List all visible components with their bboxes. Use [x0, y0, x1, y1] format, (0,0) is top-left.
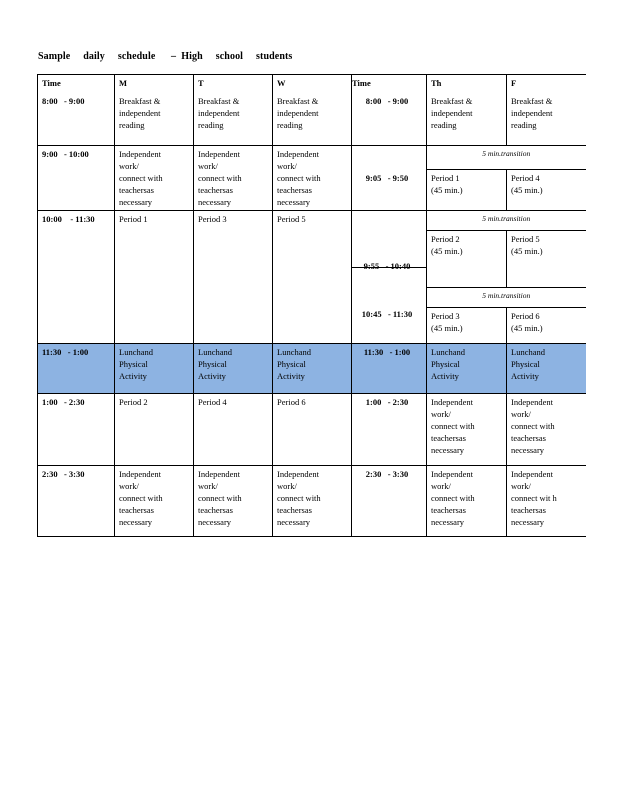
time-label: 11:30 - 1:00	[42, 347, 89, 357]
activity-text: Period 5	[277, 214, 306, 224]
activity-text: Lunchand Physical Activity	[511, 347, 545, 381]
cell-wednesday	[273, 466, 352, 537]
activity-text: Independent work/ connect with teachersas necessary	[119, 469, 163, 527]
cell-time-right	[352, 394, 427, 466]
activity-text: Period 2 (45 min.)	[431, 234, 463, 256]
page-title: Sample daily schedule – High school students	[38, 51, 293, 62]
activity-text: Independent work/ connect with teachersas necessary	[277, 469, 321, 527]
activity-text: Breakfast & independent reading	[277, 96, 319, 130]
cell-thursday	[427, 308, 507, 344]
cell-time-left	[38, 211, 115, 344]
table-row-lunch	[38, 344, 586, 394]
activity-text: Independent work/ connect with teachersas necessary	[431, 397, 475, 455]
activity-text: Lunchand Physical Activity	[119, 347, 153, 381]
activity-text: Period 4 (45 min.)	[511, 173, 543, 196]
cell-monday	[115, 466, 194, 537]
transition-cell	[427, 211, 586, 231]
activity-text: Breakfast & independent reading	[119, 96, 161, 130]
activity-text: Independent work/ connect wit h teachersas necessary	[511, 469, 557, 527]
cell-tuesday	[194, 344, 273, 394]
cell-tuesday	[194, 211, 273, 344]
activity-text: Period 6 (45 min.)	[511, 311, 543, 333]
transition-text: 5 min.transition	[482, 291, 531, 300]
cell-thursday	[427, 75, 507, 146]
header-thursday: Th	[431, 78, 442, 88]
activity-text: Lunchand Physical Activity	[277, 347, 311, 381]
header-wednesday: W	[277, 78, 286, 88]
cell-time-left	[38, 466, 115, 537]
cell-wednesday	[273, 344, 352, 394]
activity-text: Independent work/ connect with teachersas necessary	[511, 397, 555, 455]
activity-text: Period 1	[119, 214, 148, 224]
activity-text: Period 3	[198, 214, 227, 224]
time-label: 9:05 - 9:50	[365, 173, 409, 183]
activity-text: Period 6	[277, 397, 306, 407]
transition-text: 5 min.transition	[482, 214, 531, 223]
cell-tuesday	[194, 394, 273, 466]
activity-text: Period 3 (45 min.)	[431, 311, 463, 333]
time-label: 10:45 - 11:30	[361, 309, 413, 319]
activity-text: Independent work/ connect with teachersas necessary	[198, 149, 242, 207]
cell-thursday	[427, 394, 507, 466]
cell-monday	[115, 75, 194, 146]
time-label: 2:30 - 3:30	[365, 469, 409, 479]
cell-time-right	[352, 466, 427, 537]
cell-friday	[507, 394, 586, 466]
activity-text: Independent work/ connect with teachersas necessary	[119, 149, 163, 207]
activity-text: Breakfast & independent reading	[511, 96, 553, 130]
cell-time-right	[352, 75, 427, 146]
header-monday: M	[119, 78, 128, 88]
activity-text: Period 2	[119, 397, 148, 407]
cell-monday	[115, 146, 194, 211]
cell-time-right	[352, 261, 427, 344]
cell-thursday	[427, 466, 507, 537]
activity-text: Lunchand Physical Activity	[431, 347, 465, 381]
header-tuesday: T	[198, 78, 204, 88]
table-row	[38, 211, 586, 231]
cell-time-left	[38, 75, 115, 146]
cell-friday	[507, 231, 586, 288]
cell-wednesday	[273, 146, 352, 211]
time-label: 2:30 - 3:30	[42, 469, 85, 479]
cell-time-left	[38, 146, 115, 211]
cell-time-right	[352, 146, 427, 211]
cell-wednesday	[273, 211, 352, 344]
cell-wednesday	[273, 75, 352, 146]
cell-thursday	[427, 231, 507, 288]
table-row	[38, 394, 586, 466]
header-time-left: Time	[42, 78, 61, 88]
time-label: 8:00 - 9:00	[365, 96, 409, 106]
cell-thursday	[427, 170, 507, 211]
cell-time-left	[38, 394, 115, 466]
activity-text: Period 1 (45 min.)	[431, 173, 463, 196]
cell-time-right	[352, 211, 427, 268]
cell-wednesday	[273, 394, 352, 466]
table-row	[38, 466, 586, 537]
cell-tuesday	[194, 466, 273, 537]
time-label: 1:00 - 2:30	[42, 397, 85, 407]
time-label: 9:00 - 10:00	[42, 149, 89, 159]
cell-monday	[115, 211, 194, 344]
activity-text: Independent work/ connect with teachersas necessary	[277, 149, 321, 207]
cell-friday	[507, 308, 586, 344]
table-row	[38, 75, 586, 146]
transition-text: 5 min.transition	[482, 149, 531, 158]
cell-thursday	[427, 344, 507, 394]
cell-tuesday	[194, 146, 273, 211]
schedule-table	[37, 74, 586, 537]
cell-tuesday	[194, 75, 273, 146]
cell-monday	[115, 344, 194, 394]
transition-cell	[427, 146, 586, 170]
activity-text: Period 5 (45 min.)	[511, 234, 543, 256]
activity-text: Breakfast & independent reading	[198, 96, 240, 130]
table-row	[38, 146, 586, 170]
time-label: 1:00 - 2:30	[365, 397, 409, 407]
time-label: 10:00 - 11:30	[42, 214, 95, 224]
time-label: 11:30 - 1:00	[363, 347, 411, 357]
time-label: 8:00 - 9:00	[42, 96, 85, 106]
transition-cell	[427, 288, 586, 308]
cell-friday	[507, 75, 586, 146]
cell-time-left	[38, 344, 115, 394]
activity-text: Period 4	[198, 397, 227, 407]
cell-monday	[115, 394, 194, 466]
cell-friday	[507, 344, 586, 394]
activity-text: Independent work/ connect with teachersas necessary	[198, 469, 242, 527]
activity-text: Breakfast & independent reading	[431, 96, 473, 130]
cell-time-right	[352, 344, 427, 394]
cell-friday	[507, 170, 586, 211]
cell-friday	[507, 466, 586, 537]
header-time-right: Time	[352, 78, 371, 88]
time-label: 9:55 - 10:40	[363, 261, 411, 271]
activity-text: Independent work/ connect with teachersas necessary	[431, 469, 475, 527]
header-friday: F	[511, 78, 517, 88]
activity-text: Lunchand Physical Activity	[198, 347, 232, 381]
